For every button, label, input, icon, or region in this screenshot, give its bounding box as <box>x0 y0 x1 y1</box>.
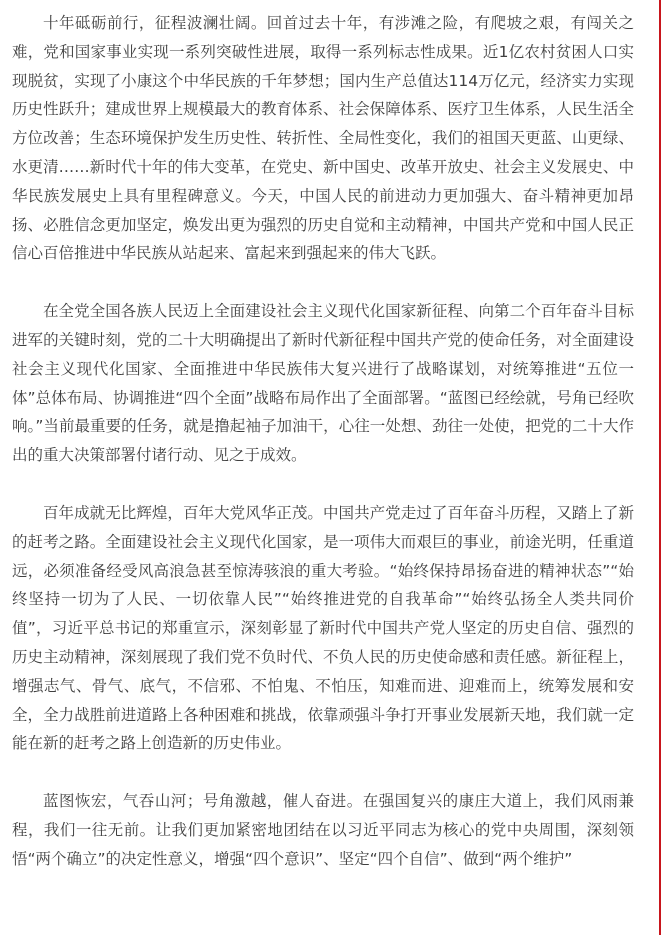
right-border-rule <box>659 0 661 935</box>
paragraph-1: 十年砥砺前行，征程波澜壮阔。回首过去十年，有涉滩之险，有爬坡之艰，有闯关之难，党和国家事业实现一系列突破性进展，取得一系列标志性成果。近1亿农村贫困人口实现脱贫，实现了小康这个中华民族的千年梦想；国内生产总值达114万亿元，经济实力实现历史性跃升；建成世界上规模最大的教育体系、社会保障体系、医疗卫生体系，人民生活全方位改善；生态环境保护发生历史性、转折性、全局性变化，我们的祖国天更蓝、山更绿、水更清……新时代十年的伟大变革，在党史、新中国史、改革开放史、社会主义发展史、中华民族发展史上具有里程碑意义。今天，中国人民的前进动力更加强大、奋斗精神更加昂扬、必胜信念更加坚定，焕发出更为强烈的历史自觉和主动精神，中国共产党和中国人民正信心百倍推进中华民族从站起来、富起来到强起来的伟大飞跃。 <box>12 14 634 263</box>
paragraph-2: 在全党全国各族人民迈上全面建设社会主义现代化国家新征程、向第二个百年奋斗目标进军的关键时刻，党的二十大明确提出了新时代新征程中国共产党的使命任务，对全面建设社会主义现代化国家、全面推进中华民族伟大复兴进行了战略谋划，对统筹推进“五位一体”总体布局、协调推进“四个全面”战略布局作出了全面部署。“蓝图已经绘就，号角已经吹响。”当前最重要的任务，就是撸起袖子加油干，心往一处想、劲往一处使，把党的二十大作出的重大决策部署付诸行动、见之于成效。 <box>12 302 634 465</box>
article-body <box>12 9 634 903</box>
paragraph-3: 百年成就无比辉煌，百年大党风华正茂。中国共产党走过了百年奋斗历程，又踏上了新的赶考之路。全面建设社会主义现代化国家，是一项伟大而艰巨的事业，前途光明，任重道远，必须准备经受风高浪急甚至惊涛骇浪的重大考验。“始终保持昂扬奋进的精神状态”“始终坚持一切为了人民、一切依靠人民”“始终推进党的自我革命”“始终弘扬全人类共同价值”，习近平总书记的郑重宣示，深刻彰显了新时代中国共产党人坚定的历史自信、强烈的历史主动精神，深刻展现了我们党不负时代、不负人民的历史使命感和责任感。新征程上，增强志气、骨气、底气，不信邪、不怕鬼、不怕压，知难而进、迎难而上，统筹发展和安全，全力战胜前进道路上各种困难和挑战，依靠顽强斗争打开事业发展新天地，我们就一定能在新的赶考之路上创造新的历史伟业。 <box>12 503 634 753</box>
paragraph-4: 蓝图恢宏，气吞山河；号角激越，催人奋进。在强国复兴的康庄大道上，我们风雨兼程，我们一往无前。让我们更加紧密地团结在以习近平同志为核心的党中央周围，深刻领悟“两个确立”的决定性意义，增强“四个意识”、坚定“四个自信”、做到“两个维护” <box>12 792 634 868</box>
